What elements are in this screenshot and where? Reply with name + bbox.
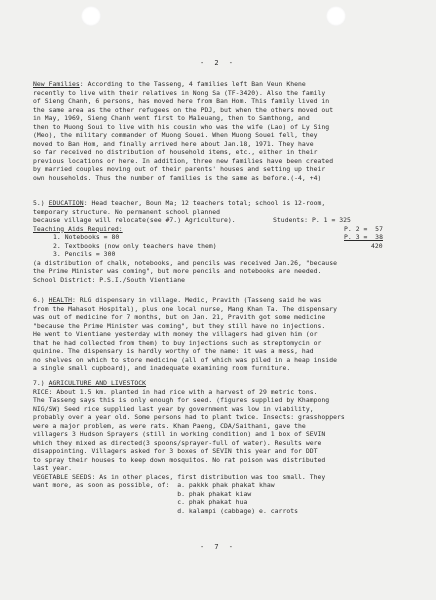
education-line: (a distribution of chalk, notebooks, and pencils was received Jan.26, "because [33,258,338,267]
new-families-line: New Families: According to the Tasseng, 4 families left Ban Veun Khene [33,80,306,88]
new-families-line: in May, 1969, Sieng Chanh went first to Ma1euang, then to Samthong, and [33,114,310,122]
health-section [33,296,423,373]
students-p2: P. 2 = 57 [344,224,383,233]
health-line: "because the Prime Minister was coming", but they still have no injections. [33,321,326,330]
agriculture-line: last year. [33,464,72,472]
education-students-row [33,216,423,225]
agriculture-line: VEGETABLE SEEDS: As in other places, first distribution was too small. They [33,472,326,481]
agriculture-line: to spray their houses to keep down mosquitos. No rat poison was distributed [33,455,326,464]
teaching-aids-row [33,225,423,234]
page-number-top: - 2 - [199,59,237,67]
agriculture-line: were a major problem, as were rats. Kham Paeng, CDA/Saithani, gave the [33,421,306,430]
health-line: He went to Vientiane yesterday with money the villagers had given him (or [33,330,318,338]
agriculture-section [33,379,423,515]
agriculture-line: NIG/SW) Seed rice supplied last year by government was low in viability, [33,404,314,413]
agriculture-line: disappointing. Villagers asked for 3 boxes of SEVIN this year and for DDT [33,447,318,455]
teaching-aid-item: 3. Pencils = 300 [53,250,116,258]
teaching-aids-heading: Teaching Aids Required: [33,224,123,233]
new-families-line: so far received no distribution of household items, etc., either in their [33,148,318,156]
health-line: from the Mahasot Hospital), plus one local nurse, Mang Khan Ta. The dispensary [33,304,338,313]
section-number: 5.) [33,199,45,207]
new-families-section [33,80,423,182]
students-p3: P. 3 = 38 [344,233,383,241]
agriculture-line: RICE: About 1.5 km. planted in had rice with a harvest of 29 metric tons. [33,387,318,396]
education-line: the Prime Minister was coming", but more pencils and notebooks are needed. [33,267,322,275]
health-heading: HEALTH [48,296,72,304]
health-line: was out of medicine for 7 months, but on Jan. 21, Pravith got some medicine [33,313,326,321]
new-families-line: the same area as the other refugees on the PDJ, but when the others moved out [33,105,334,114]
new-families-line: previous locations or here. In addition, three new families have been created [33,156,334,165]
section-number: 6.) [33,296,45,304]
new-families-line: recently to live with their relatives in Nong Sa (TF-3420). Also the family [33,88,326,97]
agriculture-line: want more, as soon as possible, of: a. pakkk phak phakat khaw [33,481,275,489]
section-number: 7.) [33,379,45,387]
punch-hole-right [326,6,346,26]
students-p1: Students: P. 1 = 325 [273,216,351,224]
teaching-aid-item: 2. Textbooks (now only teachers have them) [53,241,217,250]
new-families-line: moved to Ban Hom, and finally arrived here about Jan.18, 1971. They have [33,139,314,148]
health-line: no shelves on which to store medicine (all of which was piled in a heap inside [33,355,338,364]
health-line: 6.) HEALTH: RLG dispensary in village. Medic, Pravith (Tasseng said he was [33,296,322,304]
health-line: quinine. The dispensary is hardly worthy of the name: it was a mess, had [33,347,314,355]
health-line: that he had collected from them) to buy injections such as streptomycin or [33,338,322,347]
teaching-aid-row [33,250,423,259]
education-line: temporary structure. No permanent school planned [33,207,221,216]
education-line: School District: P.S.I./South Vientiane [33,275,186,284]
education-line: 5.) EDUCATION: Head teacher, Boun Ma; 12 teachers total; school is 12-room, [33,199,326,207]
agriculture-heading: AGRICULTURE AND LIVESTOCK [48,379,147,387]
teaching-aid-row [33,233,423,242]
agriculture-line: b. phak phakat kiaw [33,489,252,498]
new-families-line: own households. Thus the number of families is the same as before.(-4, +4) [33,173,322,182]
punch-hole-left [81,6,101,26]
agriculture-line: which they mixed as directed(3 spoons/sprayer-full of water). Results were [33,438,322,447]
agriculture-line: d. kalampi (cabbage) e. carrots [33,506,299,515]
new-families-line: (Meo), the military commander of Muong Souei. When Muong Souei fell, they [33,131,318,139]
education-heading: EDUCATION [48,199,84,207]
students-total: 420 [371,241,383,250]
agriculture-line: The Tasseng says this is only enough for seed. (figures supplied by Khampong [33,396,330,404]
new-families-heading: New Families [33,80,80,88]
agriculture-line: c. phak phakat hua [33,498,248,506]
agriculture-line: villagers 3 Hudson Sprayers (still in working condition) and 1 box of SEVIN [33,430,326,438]
new-families-line: then to Muong Soui to live with his cousin who was the wife (Lao) of Ly Sing [33,122,330,131]
agriculture-line: probably over a year old. Some persons had to plant twice. Insects: grasshoppers [33,413,345,421]
teaching-aid-item: 1. Notebooks = 80 [53,233,120,241]
health-line: a single small cupboard), and inadequate examining room furniture. [33,364,291,372]
education-section [33,199,423,284]
page-number-bottom: - 7 - [199,543,237,551]
new-families-line: of Sieng Chanh, 6 persons, has moved here from Ban Hom. This family lived in [33,97,330,105]
agriculture-heading-line [33,379,423,388]
education-relocate-note: because village will relocate(see #7.) Agriculture). [33,216,236,224]
new-families-line: by married couples moving out of their parents' houses and setting up their [33,165,326,173]
teaching-aid-row [33,242,423,251]
